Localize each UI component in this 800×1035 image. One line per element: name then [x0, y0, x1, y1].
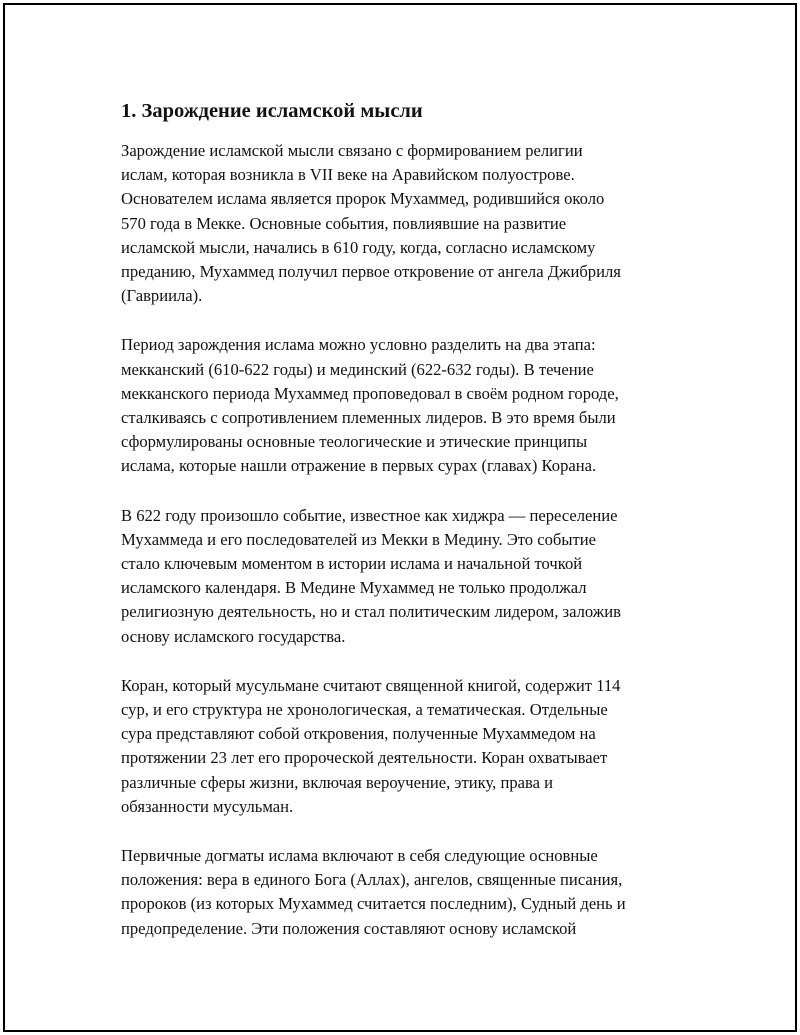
text-line: исламского календаря. В Медине Мухаммед не только продолжал	[121, 578, 587, 598]
text-line: Мухаммеда и его последователей из Мекки в Медину. Это событие	[121, 529, 597, 549]
text-line: Зарождение исламской мысли связано с формированием религии	[121, 141, 583, 160]
text-line: мекканский (610-622 годы) и мединский (622-632 годы). В течение	[121, 359, 594, 379]
text-line: преданию, Мухаммед получил первое откровение от ангела Джибриля	[121, 262, 621, 282]
text-line: Первичные догматы ислама включают в себя следующие основные	[121, 846, 598, 866]
paragraph-1	[121, 139, 701, 308]
text-line: религиозную деятельность, но и стал политическим лидером, заложив	[121, 602, 621, 622]
paragraph-5	[121, 844, 701, 941]
text-line: мекканского периода Мухаммед проповедовал в своём родном городе,	[121, 383, 619, 403]
text-line: сформулированы основные теологические и этические принципы	[121, 432, 588, 452]
paragraph-3	[121, 504, 701, 649]
paragraph-4	[121, 674, 701, 819]
text-line: сура представляют собой откровения, полученные Мухаммедом на	[121, 724, 596, 744]
text-line: исламской мысли, начались в 610 году, когда, согласно исламскому	[121, 237, 596, 257]
text-line: основу исламского государства.	[121, 626, 346, 646]
text-line: Основателем ислама является пророк Мухаммед, родившийся около	[121, 189, 605, 209]
text-line: обязанности мусульман.	[121, 796, 294, 816]
text-line: ислама, которые нашли отражение в первых сурах (главах) Корана.	[121, 456, 597, 476]
text-line: сталкиваясь с сопротивлением племенных лидеров. В это время были	[121, 408, 616, 428]
text-line: 570 года в Мекке. Основные события, повлиявшие на развитие	[121, 213, 567, 233]
document-content	[121, 97, 701, 966]
text-line: стало ключевым моментом в истории ислама и начальной точкой	[121, 554, 583, 574]
document-page	[3, 3, 797, 1032]
text-line: (Гавриила).	[121, 286, 203, 306]
text-line: предопределение. Эти положения составляют основу исламской	[121, 918, 577, 938]
section-heading: 1. Зарождение исламской мысли	[121, 100, 423, 122]
text-line: Коран, который мусульмане считают священной книгой, содержит 114	[121, 675, 621, 695]
text-line: сур, и его структура не хронологическая, а тематическая. Отдельные	[121, 700, 608, 720]
text-line: положения: вера в единого Бога (Аллах), ангелов, священные писания,	[121, 870, 623, 890]
text-line: различные сферы жизни, включая вероучение, этику, права и	[121, 772, 553, 792]
text-line: В 622 году произошло событие, известное как хиджра — переселение	[121, 505, 618, 525]
text-line: Период зарождения ислама можно условно разделить на два этапа:	[121, 335, 596, 355]
text-line: пророков (из которых Мухаммед считается последним), Судный день и	[121, 894, 626, 914]
text-line: ислам, которая возникла в VII веке на Аравийском полуострове.	[121, 165, 575, 185]
text-line: протяжении 23 лет его пророческой деятельности. Коран охватывает	[121, 748, 608, 768]
paragraph-2	[121, 333, 701, 478]
